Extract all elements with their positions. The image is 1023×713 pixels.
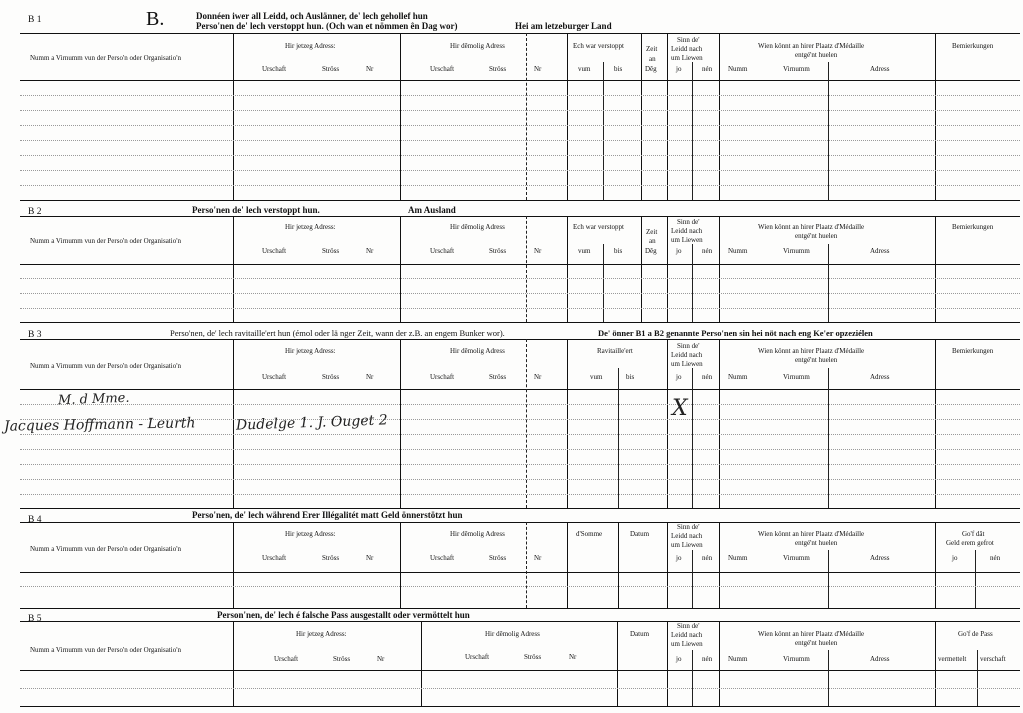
b2-col-time2: an [649, 237, 656, 245]
b5-top-rule [20, 621, 1020, 622]
b5-col-name: Numm a Virnumm vun der Perso'n oder Organisatio'n [30, 646, 181, 654]
b3-col-name: Numm a Virnumm vun der Perso'n oder Organisatio'n [30, 362, 181, 370]
b3-col-locality: Urschaft [262, 373, 287, 381]
b2-col-to: bis [614, 247, 623, 255]
b4-col-suffering2: Leidd nach [671, 532, 703, 540]
b3-vline [567, 339, 568, 508]
b3-top-rule [20, 339, 1020, 340]
b5-row-rule [20, 688, 1020, 689]
b1-col-current-address: Hir jetzeg Adress: [285, 42, 336, 50]
b5-col-suffering2: Leidd nach [671, 631, 703, 639]
b1-vline [667, 33, 668, 200]
b1-col-locality2: Urschaft [430, 65, 455, 73]
section-code-b3: B 3 [28, 330, 42, 340]
b4-vline [618, 522, 619, 608]
b3-col-suffering2: Leidd nach [671, 351, 703, 359]
b2-vline [526, 216, 527, 322]
b2-col-remarks: Bemierkungen [952, 223, 994, 231]
b5-col-number: Nr [377, 655, 385, 663]
b1-col-medal2: entgé'nt huelen [795, 51, 838, 59]
b1-row-rule [20, 170, 1020, 171]
b5-col-suffering3: um Liewen [671, 640, 703, 648]
b5-bottom-rule [20, 706, 1020, 707]
b2-vline [603, 244, 604, 322]
b3-col-medal1: Wien könnt an hirer Plaatz d'Médaille [758, 347, 865, 355]
b2-vline [567, 216, 568, 322]
b3-row-rule [20, 464, 1020, 465]
b4-col-m-name: Numm [728, 554, 748, 562]
b2-col-medal2: entgé'nt huelen [795, 232, 838, 240]
b3-col-locality2: Urschaft [430, 373, 455, 381]
b3-vline [400, 339, 401, 508]
b4-vline [667, 522, 668, 608]
b1-col-time1: Zeit [646, 45, 658, 53]
b1-top-rule [20, 33, 1020, 34]
b5-vline [421, 621, 422, 706]
b3-col-medal2: entgé'nt huelen [795, 356, 838, 364]
b4-col-number: Nr [366, 554, 374, 562]
b1-col-from: vum [578, 65, 591, 73]
b3-col-remarks: Bemierkungen [952, 347, 994, 355]
b2-col-locality: Urschaft [262, 247, 287, 255]
b4-col-medal2: entgé'nt huelen [795, 539, 838, 547]
b3-vline [719, 339, 720, 508]
b5-vline [617, 621, 618, 706]
b3-col-yes: jo [676, 373, 682, 381]
b4-col-current-address: Hir jetzeg Adress: [285, 530, 336, 538]
b3-row-rule [20, 434, 1020, 435]
b5-vline [977, 650, 978, 706]
b2-vline [828, 244, 829, 322]
b2-vline [935, 216, 936, 322]
b2-vline [667, 216, 668, 322]
b1-vline [603, 62, 604, 200]
b5-col-medal1: Wien könnt an hirer Plaatz d'Médaille [758, 630, 865, 638]
b3-vline [935, 339, 936, 508]
b5-col-made: verschaft [980, 655, 1006, 663]
b1-col-time3: Dêg [645, 65, 657, 73]
b1-vline [641, 33, 642, 200]
b5-col-number2: Nr [569, 653, 577, 661]
b3-row-rule [20, 404, 1020, 405]
b3-vline [233, 339, 234, 508]
b4-col-former-address: Hir dêmolig Adress [450, 530, 505, 538]
b2-top-rule [20, 216, 1020, 217]
b4-col-street: Ströss [322, 554, 340, 562]
b1-col-m-firstname: Virnumm [783, 65, 810, 73]
section-code-b1: B 1 [28, 15, 42, 25]
b2-vline [692, 244, 693, 322]
b5-header-rule [20, 670, 1020, 671]
b4-vline [692, 550, 693, 608]
b2-col-time3: Dêg [645, 247, 657, 255]
b5-col-street: Ströss [333, 655, 351, 663]
b2-col-number: Nr [366, 247, 374, 255]
b1-header-rule [20, 80, 1020, 81]
b4-col-street2: Ströss [489, 554, 507, 562]
b3-col-no: nén [702, 373, 713, 381]
b1-col-number: Nr [366, 65, 374, 73]
section-sub-b2: Am Ausland [408, 205, 456, 215]
b5-col-m-address: Adress [870, 655, 890, 663]
b4-vline [567, 522, 568, 608]
b1-col-street2: Ströss [489, 65, 507, 73]
b5-col-yes: jo [676, 655, 682, 663]
b1-row-rule [20, 185, 1020, 186]
section-title-b4: Perso'nen, de' lech während Erer Illégalitét matt Geld önnerstötzt hun [192, 510, 463, 520]
b2-vline [641, 216, 642, 322]
b1-col-former-address: Hir dêmolig Adress [450, 42, 505, 50]
section-title-b3: Perso'nen, de' lech ravitaille'ert hun (émol oder lä nger Zeit, wann der z.B. an engem Bunker wor). [170, 328, 505, 338]
handwritten-name-line1: M. d Mme. [57, 390, 130, 409]
b1-col-to: bis [614, 65, 623, 73]
b5-vline [935, 621, 936, 706]
b2-col-from: vum [578, 247, 591, 255]
b1-col-yes: jo [676, 65, 682, 73]
b1-col-number2: Nr [534, 65, 542, 73]
b3-vline [618, 368, 619, 508]
b4-col-suffering3: um Liewen [671, 541, 703, 549]
b2-col-yes: jo [676, 247, 682, 255]
b3-vline [667, 339, 668, 508]
b5-col-medal2: entgé'nt huelen [795, 639, 838, 647]
b3-vline [692, 368, 693, 508]
b3-col-number: Nr [366, 373, 374, 381]
b5-col-locality2: Urschaft [465, 653, 490, 661]
handwritten-name-line2: Jacques Hoffmann - Leurth [3, 415, 196, 435]
b3-header-rule [20, 389, 1020, 390]
section-title-b2: Perso'nen de' lech verstoppt hun. [192, 205, 320, 215]
b2-col-street: Ströss [322, 247, 340, 255]
b1-vline [526, 33, 527, 200]
b4-vline [828, 550, 829, 608]
b3-row-rule [20, 494, 1020, 495]
b4-vline [526, 522, 527, 608]
b4-col-no: nén [702, 554, 713, 562]
handwritten-address: Dudelge 1. J. Ouget 2 [235, 412, 388, 434]
b1-vline [567, 33, 568, 200]
b2-header-rule [20, 264, 1020, 265]
b4-col-sum: d'Somme [576, 530, 603, 538]
b3-row-rule [20, 449, 1020, 450]
b2-col-street2: Ströss [489, 247, 507, 255]
b5-vline [828, 650, 829, 706]
b5-col-m-name: Numm [728, 655, 748, 663]
b2-col-current-address: Hir jetzeg Adress: [285, 223, 336, 231]
b1-row-rule [20, 155, 1020, 156]
b1-col-m-address: Adress [870, 65, 890, 73]
b3-col-m-name: Numm [728, 373, 748, 381]
header-line2: Perso'nen de' lech verstoppt hun. (Och wan et nömmen ên Dag wor) [196, 21, 458, 31]
b4-col-no2: nén [990, 554, 1001, 562]
form-letter: B. [146, 8, 165, 30]
b3-col-m-address: Adress [870, 373, 890, 381]
b2-row-rule [20, 308, 1020, 309]
b2-col-locality2: Urschaft [430, 247, 455, 255]
b4-top-rule [20, 522, 1020, 523]
handwritten-check-mark: X [672, 396, 688, 421]
section-code-b4: B 4 [28, 515, 42, 525]
b4-col-locality: Urschaft [262, 554, 287, 562]
b3-row-rule [20, 479, 1020, 480]
b4-col-yes: jo [676, 554, 682, 562]
b3-vline [526, 339, 527, 508]
b4-col-medal1: Wien könnt an hirer Plaatz d'Médaille [758, 530, 865, 538]
b5-col-date: Datum [630, 630, 650, 638]
b3-col-street2: Ströss [489, 373, 507, 381]
b5-col-passport: Go'f de Pass [958, 630, 993, 638]
b3-col-to: bis [626, 373, 635, 381]
b1-col-locality: Urschaft [262, 65, 287, 73]
b1-row-rule [20, 140, 1020, 141]
b1-col-remarks: Bemierkungen [952, 42, 994, 50]
b1-col-hidden: Ech war verstoppt [573, 42, 624, 50]
b5-col-no: nén [702, 655, 713, 663]
b5-vline [667, 621, 668, 706]
b2-col-no: nén [702, 247, 713, 255]
b3-vline [828, 368, 829, 508]
section-code-b2: B 2 [28, 207, 42, 217]
b2-col-medal1: Wien könnt an hirer Plaatz d'Médaille [758, 223, 865, 231]
b1-col-street: Ströss [322, 65, 340, 73]
b2-col-m-name: Numm [728, 247, 748, 255]
b3-col-supplied: Ravitaille'ert [597, 347, 633, 355]
b5-col-m-firstname: Virnumm [783, 655, 810, 663]
b5-col-street2: Ströss [524, 653, 542, 661]
b2-col-former-address: Hir dêmolig Adress [450, 223, 505, 231]
b4-vline [719, 522, 720, 608]
b4-col-yes2: jo [952, 554, 958, 562]
b5-vline [692, 650, 693, 706]
header-location: Hei am letzeburger Land [515, 21, 612, 31]
b2-col-hidden: Ech war verstoppt [573, 223, 624, 231]
b2-vline [400, 216, 401, 322]
b5-col-locality: Urschaft [274, 655, 299, 663]
b4-col-m-firstname: Virnumm [783, 554, 810, 562]
b2-col-number2: Nr [534, 247, 542, 255]
b1-col-name: Numm a Virnumm vun der Perso'n oder Organisatio'n [30, 54, 181, 62]
b1-col-suffering1: Sinn de' [677, 36, 700, 44]
b4-col-gave-money1: Go'f dât [962, 530, 985, 538]
b4-row-rule [20, 586, 1020, 587]
b3-bottom-rule [20, 508, 1020, 509]
b1-vline [719, 33, 720, 200]
b1-row-rule [20, 110, 1020, 111]
b4-col-m-address: Adress [870, 554, 890, 562]
b4-col-locality2: Urschaft [430, 554, 455, 562]
header-line1: Donnéen iwer all Leidd, och Auslänner, de' lech gehollef hun [196, 11, 428, 21]
b1-row-rule [20, 125, 1020, 126]
b5-col-suffering1: Sinn de' [677, 622, 700, 630]
b2-col-suffering2: Leidd nach [671, 227, 703, 235]
b1-col-suffering2: Leidd nach [671, 45, 703, 53]
b4-vline [935, 522, 936, 608]
b3-col-current-address: Hir jetzeg Adress: [285, 347, 336, 355]
b1-vline [935, 33, 936, 200]
b2-col-m-address: Adress [870, 247, 890, 255]
b3-col-number2: Nr [534, 373, 542, 381]
b3-col-from: vum [590, 373, 603, 381]
b2-row-rule [20, 293, 1020, 294]
b1-row-rule [20, 95, 1020, 96]
b1-col-time2: an [649, 55, 656, 63]
b1-vline [692, 62, 693, 200]
b4-col-date: Datum [630, 530, 650, 538]
b5-col-current-address: Hir jetzeg Adress: [296, 630, 347, 638]
b2-vline [719, 216, 720, 322]
b5-vline [719, 621, 720, 706]
section-title-b5: Person'nen, de' lech é falsche Pass ausgestallt oder vermöttelt hun [217, 610, 470, 620]
b2-col-suffering3: um Liewen [671, 236, 703, 244]
b4-col-name: Numm a Virnumm vun der Perso'n oder Organisatio'n [30, 545, 181, 553]
b1-vline [828, 62, 829, 200]
b3-col-street: Ströss [322, 373, 340, 381]
b5-vline [233, 621, 234, 706]
b4-vline [400, 522, 401, 608]
b4-vline [233, 522, 234, 608]
section-sub-b3: De' önner B1 a B2 genannte Perso'nen sin hei nöt nach eng Ke'er opzeziélen [598, 328, 873, 338]
b2-col-time1: Zeit [646, 228, 658, 236]
b3-col-suffering1: Sinn de' [677, 342, 700, 350]
b3-col-suffering3: um Liewen [671, 360, 703, 368]
b2-col-suffering1: Sinn de' [677, 218, 700, 226]
b1-vline [400, 33, 401, 200]
b1-col-no: nén [702, 65, 713, 73]
b3-col-former-address: Hir dêmolig Adress [450, 347, 505, 355]
section-code-b5: B 5 [28, 614, 42, 624]
b1-col-m-name: Numm [728, 65, 748, 73]
b2-bottom-rule [20, 322, 1020, 323]
b4-header-rule [20, 572, 1020, 573]
b2-vline [233, 216, 234, 322]
b4-bottom-rule [20, 608, 1020, 609]
b4-col-suffering1: Sinn de' [677, 523, 700, 531]
b4-col-number2: Nr [534, 554, 542, 562]
b4-col-gave-money2: Geld erem gefrot [946, 539, 994, 547]
b1-bottom-rule [20, 200, 1020, 201]
b5-col-issued: vermettelt [938, 655, 967, 663]
b2-col-name: Numm a Virnumm vun der Perso'n oder Organisatio'n [30, 237, 181, 245]
b2-col-m-firstname: Virnumm [783, 247, 810, 255]
b1-col-medal1: Wien könnt an hirer Plaatz d'Médaille [758, 42, 865, 50]
b1-vline [233, 33, 234, 200]
b3-col-m-firstname: Virnumm [783, 373, 810, 381]
b2-row-rule [20, 278, 1020, 279]
b5-col-former-address: Hir dêmolig Adress [485, 630, 540, 638]
b1-col-suffering3: um Liewen [671, 54, 703, 62]
b4-vline [975, 550, 976, 608]
